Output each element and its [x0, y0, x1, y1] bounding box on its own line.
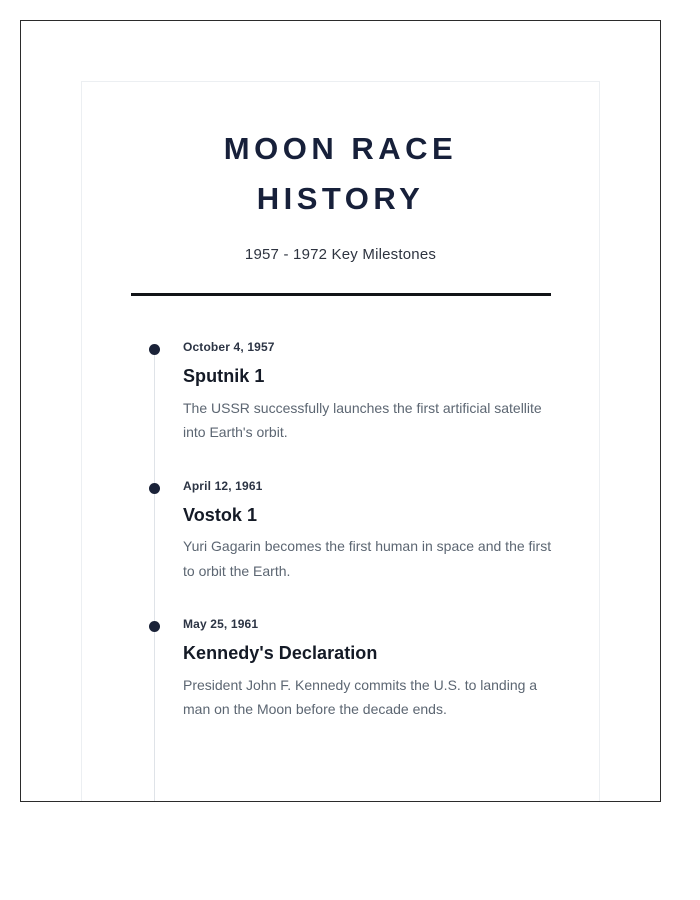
timeline-entry-date: October 4, 1957 [183, 340, 275, 355]
timeline-entry [82, 479, 599, 583]
timeline-entry [82, 617, 599, 721]
page-subtitle: 1957 - 1972 Key Milestones [244, 246, 437, 264]
timeline-entry-date: April 12, 1961 [183, 478, 263, 493]
timeline-dot-icon [149, 621, 160, 632]
timeline-entry-date: May 25, 1961 [183, 617, 259, 632]
document-viewport-frame [20, 20, 661, 802]
timeline-entry-title: Sputnik 1 [183, 366, 265, 387]
timeline [82, 340, 599, 721]
document-page [81, 81, 600, 802]
page-title [82, 124, 599, 224]
timeline-dot-icon [149, 483, 160, 494]
header-divider [131, 293, 551, 296]
timeline-entry [82, 340, 599, 444]
page-title-line-2: HISTORY [256, 181, 425, 217]
timeline-entry-description: Yuri Gagarin becomes the first human in space and the first to orbit the Earth. [183, 538, 552, 579]
timeline-entry-title: Kennedy's Declaration [183, 643, 378, 664]
document-header [82, 82, 599, 296]
page-title-line-1: MOON RACE [223, 131, 458, 166]
timeline-dot-icon [149, 344, 160, 355]
document-content [82, 82, 599, 802]
timeline-entry-description: President John F. Kennedy commits the U.S. to landing a man on the Moon before the decade ends. [183, 676, 538, 718]
timeline-entry-title: Vostok 1 [183, 504, 258, 525]
timeline-entry-description: The USSR successfully launches the first artificial satellite into Earth's orbit. [183, 399, 542, 441]
